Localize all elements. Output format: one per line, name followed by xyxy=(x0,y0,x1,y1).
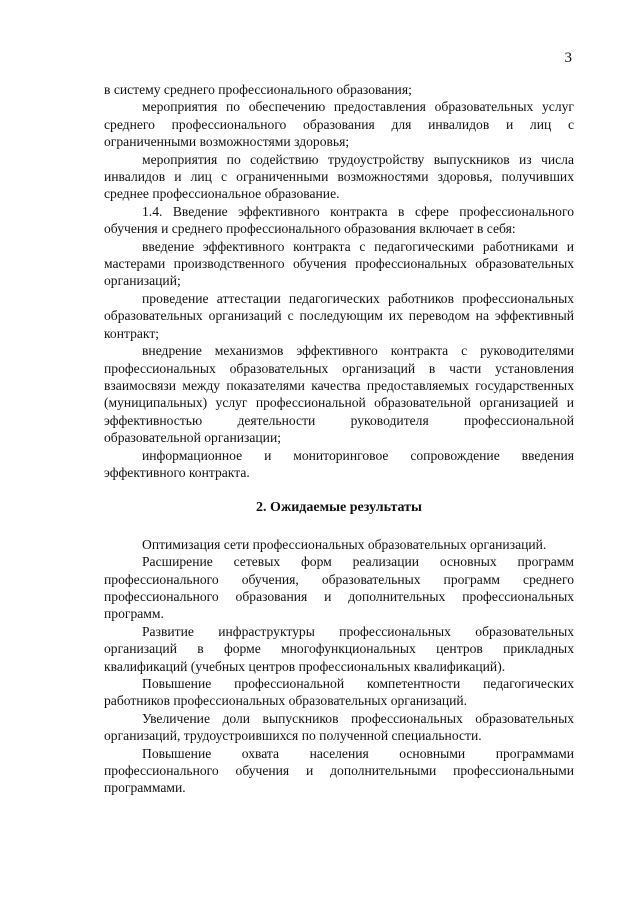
paragraph: внедрение механизмов эффективного контракта с руководителями профессиональных образовательных организаций в части установления взаимосвязи между показателями качества предоставляемых государственных (муниципальных) услуг профессиональной образовательной организацией и эффективностью деятельности руководителя профессиональной образовательной организации; xyxy=(104,343,574,446)
paragraph: проведение аттестации педагогических работников профессиональных образовательных организаций с последующим их переводом на эффективный контракт; xyxy=(104,290,574,341)
paragraph: информационное и мониторинговое сопровождение введения эффективного контракта. xyxy=(104,447,574,480)
result-item: Развитие инфраструктуры профессиональных образовательных организаций в форме многофункциональных центров прикладных квалификаций (учебных центров профессиональных квалификаций). xyxy=(104,623,574,674)
result-item: Повышение охвата населения основными программами профессионального обучения и дополнительными профессиональными программами. xyxy=(104,745,574,796)
document-body xyxy=(104,81,574,797)
paragraph: в систему среднего профессионального образования; xyxy=(104,82,412,97)
result-item: Расширение сетевых форм реализации основных программ профессионального обучения, образовательных программ среднего профессионального образования и дополнительных профессиональных программ. xyxy=(104,554,574,622)
section-heading: 2. Ожидаемые результаты xyxy=(256,500,422,516)
results-list xyxy=(104,536,574,797)
page-number: 3 xyxy=(564,50,572,66)
result-item: Оптимизация сети профессиональных образовательных организаций. xyxy=(142,536,547,552)
result-item: Повышение профессиональной компетентности педагогических работников профессиональных образовательных организаций. xyxy=(104,676,574,709)
paragraph: мероприятия по содействию трудоустройству выпускников из числа инвалидов и лиц с ограниченными возможностями здоровья, получивших среднее профессиональное образование. xyxy=(104,151,574,202)
paragraph: 1.4. Введение эффективного контракта в сфере профессионального обучения и среднего профессионального образования включает в себя: xyxy=(104,203,574,237)
paragraph: мероприятия по обеспечению предоставления образовательных услуг среднего профессионального образования для инвалидов и лиц с ограниченными возможностями здоровья; xyxy=(104,99,574,150)
result-item: Увеличение доли выпускников профессиональных образовательных организаций, трудоустроившихся по полученной специальности. xyxy=(104,710,574,744)
paragraph: введение эффективного контракта с педагогическими работниками и мастерами производственного обучения профессиональных образовательных организаций; xyxy=(104,238,574,289)
